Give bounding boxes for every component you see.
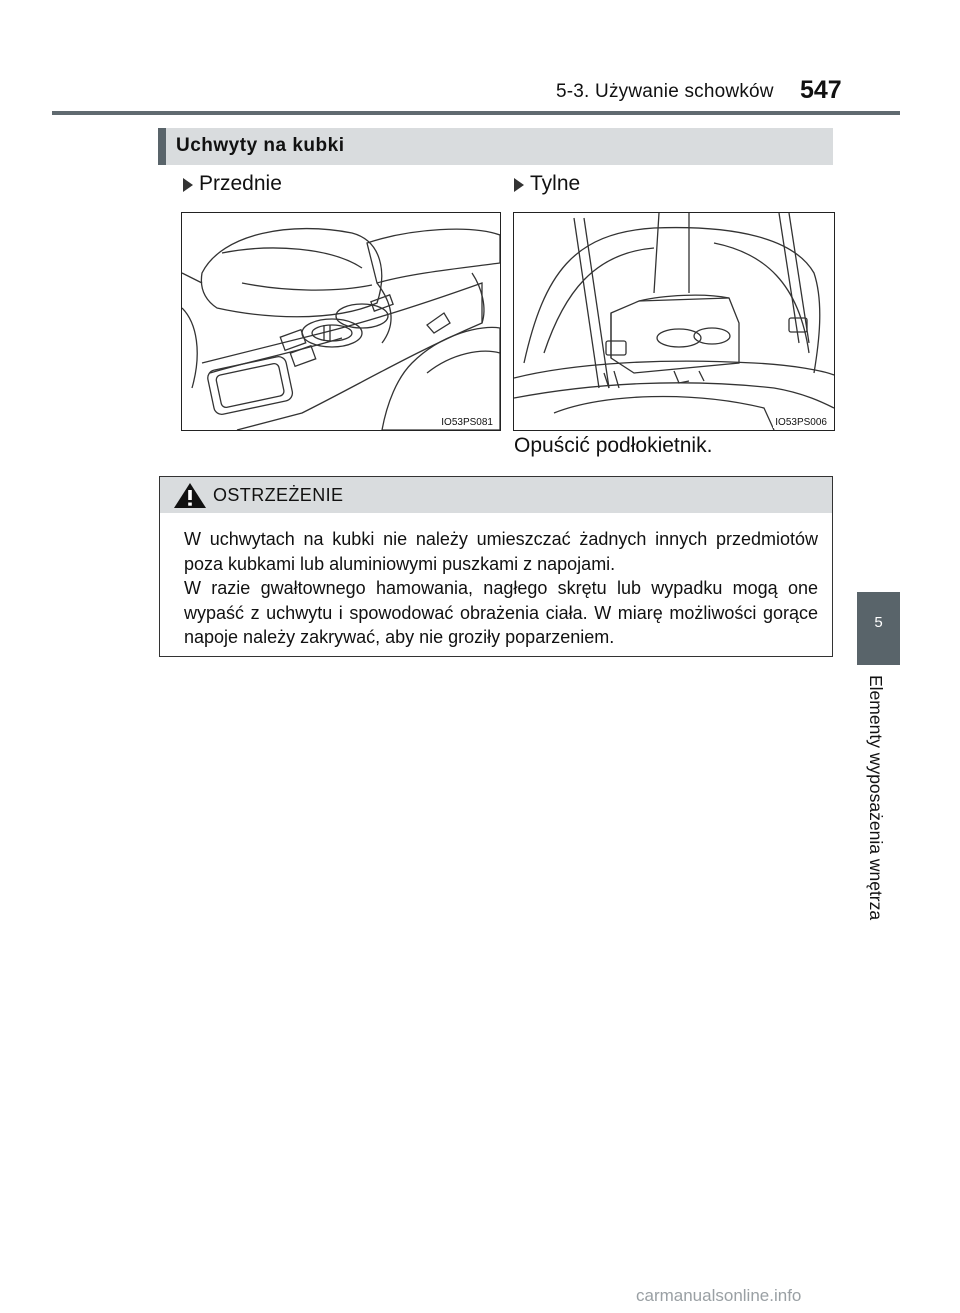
warning-box	[159, 476, 833, 657]
rear-label-text: Tylne	[530, 172, 581, 195]
chapter-title: Elementy wyposażenia wnętrza	[866, 675, 886, 921]
rear-label	[514, 172, 580, 196]
warning-paragraph-1: W uchwytach na kubki nie należy umieszczać żadnych innych przedmiotów poza kubkami lub aluminiowymi puszkami z napojami.	[184, 529, 818, 574]
warning-body	[184, 527, 818, 650]
triangle-bullet-icon	[183, 178, 193, 192]
header-section-title: 5-3. Używanie schowków	[556, 81, 774, 102]
section-accent	[158, 128, 166, 165]
triangle-bullet-icon	[514, 178, 524, 192]
warning-header	[160, 477, 832, 513]
chapter-number: 5	[874, 614, 883, 631]
chapter-tab	[857, 592, 900, 665]
front-label	[183, 172, 282, 196]
header-rule	[52, 111, 900, 115]
page-number: 547	[800, 76, 842, 104]
front-label-text: Przednie	[199, 172, 282, 195]
front-cup-holder-illustration	[181, 212, 501, 431]
rear-caption: Opuścić podłokietnik.	[514, 434, 713, 457]
rear-image-code: IO53PS006	[775, 417, 827, 428]
watermark: carmanualsonline.info	[636, 1286, 802, 1305]
chapter-title-vertical	[862, 675, 892, 955]
warning-paragraph-2: W razie gwałtownego hamowania, nagłego skrętu lub wypadku mogą one wypaść z uchwytu i spowodować obrażenia ciała. W miarę możliwości gorące napoje należy zakrywać, aby nie groziły poparzeniem.	[184, 578, 818, 647]
warning-title: OSTRZEŻENIE	[213, 485, 344, 505]
section-heading-bar	[158, 128, 833, 165]
front-image-code: IO53PS081	[441, 417, 493, 428]
warning-triangle-icon	[173, 482, 207, 509]
section-title: Uchwyty na kubki	[176, 135, 345, 156]
rear-cup-holder-illustration	[513, 212, 835, 431]
